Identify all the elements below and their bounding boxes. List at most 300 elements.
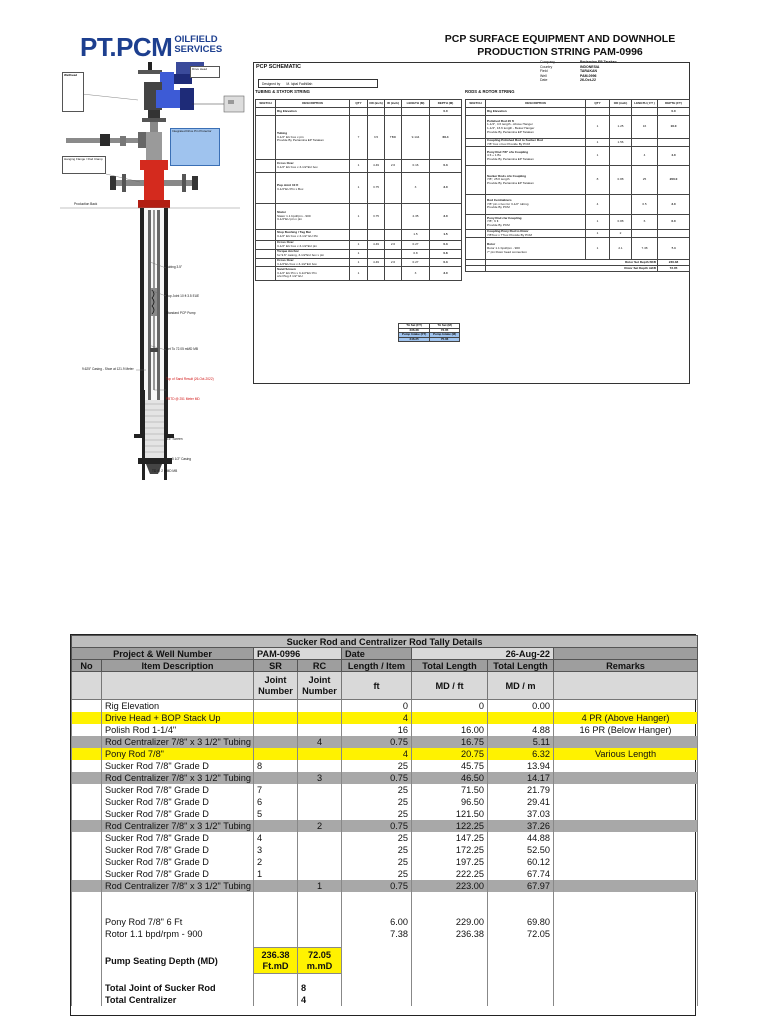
row-md-m: 4.88 <box>488 724 554 736</box>
rods-od: 1.25 <box>610 116 632 139</box>
tubing-depth: 3.0 <box>430 267 462 281</box>
rod-tally-sheet <box>70 634 696 1016</box>
pcp-pump-label: Standard PCP Pump <box>166 311 196 315</box>
cell-line: 3-1/2" EU box x 3-1/2"EU box <box>277 165 318 169</box>
cell-line: 7/8"box x 7"box Provide By PCM <box>487 232 533 237</box>
casing-label: 9.625" Casing - Shoe at 121.9 Meter <box>82 367 134 371</box>
pup-joint-label: Pup Joint 10 ft 3.5 EUE <box>166 294 200 298</box>
tubing-desc <box>276 267 350 281</box>
cell-line: 3-1/2" EU Pin x 3-1/2"EU Pin <box>277 270 317 275</box>
row-desc: Rod Centralizer 7/8" x 3 1/2" Tubing <box>102 880 254 892</box>
row-desc: Sucker Rod 7/8" Grade D <box>102 808 254 820</box>
sub-item <box>102 672 254 700</box>
row-md-ft: 222.25 <box>412 868 488 880</box>
tubing-header-cell: DEPTH (M) <box>430 100 462 108</box>
rod-tally-table <box>71 635 698 1006</box>
tubing-row <box>256 108 462 116</box>
rotor-set-row <box>466 266 690 272</box>
tubing-desc <box>276 173 350 204</box>
tubing-desc <box>276 116 350 160</box>
cell-line: 7/8" pin x box for 3-1/2" tubing <box>487 201 529 206</box>
rods-od <box>610 108 632 116</box>
rods-qty: 1 <box>586 230 610 238</box>
row-rc <box>298 832 342 844</box>
hanging-flange-callout <box>62 156 106 174</box>
row-rc <box>298 808 342 820</box>
logo-sub-line-1: OILFIELD <box>174 34 218 45</box>
tubing-depth: 3.0 <box>430 173 462 204</box>
meta-value: TARAKAN <box>580 69 598 74</box>
pump-seating-label: Pump Seating Depth (MD) <box>102 948 254 974</box>
meta-key: Field <box>540 69 548 74</box>
summary-cell: Pump Intake (M) <box>430 333 460 338</box>
rods-len: 16 <box>632 116 658 139</box>
tally-row <box>72 856 698 868</box>
row-no <box>72 832 102 844</box>
rods-row <box>466 238 690 260</box>
blank-cell <box>554 994 698 1006</box>
tubing-id <box>385 173 402 204</box>
tubing-qty <box>350 230 368 241</box>
cell-line: Stop Bushing / Tag Bar <box>277 230 311 235</box>
row-rc <box>298 700 342 712</box>
cell-line: Sand Screen <box>277 267 296 272</box>
rotor-set-label: Rotor Set Depth ftKB <box>486 260 658 266</box>
blank-cell <box>342 982 412 994</box>
row-md-m: 5.11 <box>488 736 554 748</box>
row-rc: 2 <box>298 820 342 832</box>
row-md-ft: 46.50 <box>412 772 488 784</box>
rods-qty: 1 <box>586 215 610 230</box>
tubing-qty: 1 <box>350 241 368 250</box>
summary-cell: TA Set (FT) <box>399 324 430 329</box>
row-remarks <box>554 700 698 712</box>
row-md-ft: 20.75 <box>412 748 488 760</box>
cell-line: Provide By Pertamina EP Tarakan <box>487 156 534 161</box>
blank-cell <box>412 982 488 994</box>
row-md-m: 6.32 <box>488 748 554 760</box>
row-remarks <box>554 736 698 748</box>
rods-depth: 4.0 <box>658 147 690 166</box>
rods-od <box>610 195 632 215</box>
row-sr: 2 <box>254 856 298 868</box>
row-sr: 1 <box>254 868 298 880</box>
tally-subheader-row <box>72 672 698 700</box>
row-md-m: 69.80 <box>488 916 554 928</box>
cell-line: Rod Centralizers <box>487 198 512 203</box>
sketch-cell <box>466 139 486 147</box>
tubing-header-cell: DESCRIPTION <box>276 100 350 108</box>
tally-blank-row <box>72 908 698 916</box>
cell-line: 7" pin Rotor head connection <box>487 249 527 254</box>
row-len: 16 <box>342 724 412 736</box>
row-desc: Rig Elevation <box>102 700 254 712</box>
row-sr: 8 <box>254 760 298 772</box>
row-md-ft: 223.00 <box>412 880 488 892</box>
tally-row <box>72 820 698 832</box>
blank-cell <box>254 974 298 982</box>
row-rc <box>298 928 342 940</box>
row-no <box>72 724 102 736</box>
row-remarks: 16 PR (Below Hanger) <box>554 724 698 736</box>
meta-key: Company <box>540 60 555 64</box>
blank-cell <box>72 974 102 982</box>
row-md-ft: 122.25 <box>412 820 488 832</box>
rods-len <box>632 139 658 147</box>
tubing-od: 4.49 <box>368 160 385 173</box>
rods-section-title: RODS & ROTOR STRING <box>465 89 515 94</box>
tubing-row <box>256 267 462 281</box>
row-len: 25 <box>342 868 412 880</box>
row-desc: Sucker Rod 7/8" Grade D <box>102 856 254 868</box>
col-total-length: Total Length <box>412 660 488 672</box>
rods-desc <box>486 238 586 260</box>
tubing-len: 3 <box>402 173 430 204</box>
set-to-label: Set To 72.05 mMD MB <box>166 347 199 351</box>
sketch-cell <box>256 230 276 241</box>
tally-row <box>72 796 698 808</box>
row-md-ft: 236.38 <box>412 928 488 940</box>
rods-row <box>466 166 690 195</box>
flowline-icon <box>66 132 146 148</box>
tubing-summary-box <box>398 323 460 342</box>
row-desc: Sucker Rod 7/8" Grade D <box>102 832 254 844</box>
tubing-depth: 66.4 <box>430 116 462 160</box>
tubing-len: 0.8 <box>402 250 430 259</box>
tubing-qty <box>350 108 368 116</box>
row-md-ft: 147.25 <box>412 832 488 844</box>
sketch-cell <box>256 241 276 250</box>
blank-cell <box>412 892 488 900</box>
row-remarks <box>554 832 698 844</box>
row-rc: 3 <box>298 772 342 784</box>
tubing-row <box>256 259 462 267</box>
row-md-m: 67.74 <box>488 868 554 880</box>
tally-row <box>72 844 698 856</box>
tubing-od <box>368 230 385 241</box>
row-sr <box>254 916 298 928</box>
tally-row <box>72 772 698 784</box>
tubing-header-cell: SKETCH <box>256 100 276 108</box>
title-line-1: PCP SURFACE EQUIPMENT AND DOWNHOLE <box>444 33 676 45</box>
rods-od: 0.88 <box>610 166 632 195</box>
sketch-cell <box>256 160 276 173</box>
row-rc <box>298 760 342 772</box>
tally-blank-row <box>72 900 698 908</box>
pump-seating-ft-value: 236.38 <box>261 949 290 960</box>
row-remarks <box>554 772 698 784</box>
title-line-2: PRODUCTION STRING PAM-0996 <box>477 46 643 58</box>
rods-depth <box>658 139 690 147</box>
rods-len: 4 <box>632 147 658 166</box>
row-md-ft <box>412 712 488 724</box>
blank-cell <box>298 900 342 908</box>
summary-cell: 236.38 <box>399 328 430 333</box>
rods-desc <box>486 147 586 166</box>
pump-seating-m-value: 72.05 <box>308 949 331 960</box>
tubing-id <box>385 230 402 241</box>
rods-depth: 200.0 <box>658 166 690 195</box>
rods-qty: 8 <box>586 166 610 195</box>
total-joint-row-label: Total Joint of Sucker Rod <box>102 982 254 994</box>
cell-line: Torque Anchor <box>277 249 299 254</box>
blank-cell <box>342 908 412 916</box>
blank-cell <box>488 948 554 974</box>
rods-header-row <box>466 100 690 108</box>
row-remarks <box>554 784 698 796</box>
cell-line: 3-1/2"EU pin x pin <box>277 217 302 222</box>
tubing-row <box>256 230 462 241</box>
sketch-cell <box>466 266 486 272</box>
cell-line: Cross Over <box>277 161 294 166</box>
cell-line: 7/8" box x box Provide By PCM <box>487 141 531 146</box>
row-no <box>72 880 102 892</box>
sketch-cell <box>466 147 486 166</box>
blank-cell <box>488 982 554 994</box>
row-remarks <box>554 760 698 772</box>
row-desc: Pony Rod 7/8" <box>102 748 254 760</box>
tubing-qty: 1 <box>350 250 368 259</box>
cell-line: Rotor <box>487 242 496 247</box>
tally-row <box>72 712 698 724</box>
sketch-cell <box>256 108 276 116</box>
blank-cell <box>72 892 102 900</box>
row-len: 0 <box>342 700 412 712</box>
wellhead-callout <box>62 72 84 112</box>
tubing-header-cell: QTY <box>350 100 368 108</box>
rods-header-cell: DESCRIPTION <box>486 100 586 108</box>
tally-row <box>72 868 698 880</box>
row-md-ft: 229.00 <box>412 916 488 928</box>
cell-line: 3-1/2" EU box x 3-1/2"EU pin <box>277 244 317 248</box>
tubing-qty: 1 <box>350 259 368 267</box>
rods-len <box>632 108 658 116</box>
tubing-len: 1.5 <box>402 230 430 241</box>
rods-depth: 0.0 <box>658 108 690 116</box>
cell-line: 7/8", 6 ft <box>487 219 499 224</box>
blank-cell <box>102 892 254 900</box>
tubing-stator-table <box>255 99 462 281</box>
tubing-depth: 1.5 <box>430 230 462 241</box>
col-item: Item Description <box>102 660 254 672</box>
row-no <box>72 784 102 796</box>
date-label: Date <box>342 648 412 660</box>
summary-cell: Pump Intake (FT) <box>399 333 430 338</box>
row-md-m: 72.05 <box>488 928 554 940</box>
row-no <box>72 820 102 832</box>
row-len: 25 <box>342 844 412 856</box>
row-no <box>72 796 102 808</box>
tubing-section-title: TUBING & STATOR STRING <box>255 89 310 94</box>
pbtd-label: PBTD @ 251 Meter MD <box>166 397 200 401</box>
row-len: 25 <box>342 760 412 772</box>
tubing-len: 9.144 <box>402 116 430 160</box>
row-sr <box>254 700 298 712</box>
tubing-len <box>402 108 430 116</box>
rods-qty <box>586 108 610 116</box>
blank-cell <box>488 908 554 916</box>
cell-line: Coupling Polished Rod to Sucker Rod <box>487 138 543 142</box>
rods-qty: 1 <box>586 116 610 139</box>
rods-desc <box>486 195 586 215</box>
summary-cell: TA Set (M) <box>430 324 460 329</box>
pcp-schematic <box>253 62 690 384</box>
row-sr: 6 <box>254 796 298 808</box>
tubing-desc <box>276 160 350 173</box>
blank-cell <box>488 892 554 900</box>
cell-line: Stator 1.1 bpd/rpm - 900 <box>277 213 311 218</box>
designed-by-value: M. Iqbal Fadhillah <box>286 81 313 86</box>
pump-seating-m-unit: m.mD <box>306 960 333 971</box>
tubing-header-cell: OD (inch) <box>368 100 385 108</box>
blank-cell <box>102 900 254 908</box>
rods-len: 7.38 <box>632 238 658 260</box>
designed-by-label: Designed by <box>262 81 281 86</box>
blank-cell <box>298 892 342 900</box>
tubing-row <box>256 116 462 160</box>
blank-cell <box>298 940 342 948</box>
tubing-depth: 0.3 <box>430 259 462 267</box>
tubing-qty: 1 <box>350 173 368 204</box>
rods-header-cell: SKETCH <box>466 100 486 108</box>
tubing-qty: 1 <box>350 267 368 281</box>
pump-seating-ft-unit: Ft.mD <box>262 960 289 971</box>
col-rc: RC <box>298 660 342 672</box>
row-len: 4 <box>342 748 412 760</box>
tally-row <box>72 736 698 748</box>
rods-depth: 16.0 <box>658 116 690 139</box>
row-remarks <box>554 916 698 928</box>
row-remarks <box>554 808 698 820</box>
row-sr <box>254 880 298 892</box>
tally-row <box>72 760 698 772</box>
rods-depth <box>658 230 690 238</box>
row-md-m: 0.00 <box>488 700 554 712</box>
rods-row <box>466 147 690 166</box>
meta-key: Date <box>540 78 548 83</box>
screen-top-label: 3.5" Screen <box>166 437 183 441</box>
row-rc <box>298 712 342 724</box>
date-value: 26-Aug-22 <box>412 648 554 660</box>
blank-cell <box>412 900 488 908</box>
tally-row <box>72 724 698 736</box>
blank-cell <box>72 900 102 908</box>
cell-line: Polished Rod 20 ft <box>487 118 514 123</box>
blank-cell <box>554 940 698 948</box>
blank-cell <box>342 994 412 1006</box>
cell-line: 3-1/2" EU box x 3-1/2" EU Pin <box>277 234 319 238</box>
cell-line: for 9.6" casing, 3-1/2"EU box x pin <box>277 253 325 257</box>
rods-row <box>466 116 690 139</box>
blank-cell <box>102 940 254 948</box>
tubing-depth: 0.3 <box>430 241 462 250</box>
row-desc: Sucker Rod 7/8" Grade D <box>102 844 254 856</box>
total-centralizer-row <box>72 994 698 1006</box>
tubing-row <box>256 204 462 230</box>
rods-desc <box>486 108 586 116</box>
rods-len <box>632 230 658 238</box>
row-md-ft: 16.75 <box>412 736 488 748</box>
cell-line: Provide By Pertamina EP Tarakan <box>487 129 534 134</box>
rods-len: 25 <box>632 166 658 195</box>
rods-row <box>466 108 690 116</box>
meta-value: PAM-0996 <box>580 73 597 78</box>
row-len: 0.75 <box>342 880 412 892</box>
rods-desc <box>486 215 586 230</box>
rods-od: 2 <box>610 230 632 238</box>
row-desc: Sucker Rod 7/8" Grade D <box>102 796 254 808</box>
row-md-m: 29.41 <box>488 796 554 808</box>
logo-main-text: PT.PCM <box>80 32 173 62</box>
row-remarks <box>554 820 698 832</box>
row-md-ft: 45.75 <box>412 760 488 772</box>
meta-key: Well <box>540 73 547 78</box>
cell-line: Rig Elevation <box>487 108 507 113</box>
row-no <box>72 712 102 724</box>
tubing-desc <box>276 259 350 267</box>
meta-value: Pertamina EP Tarakan <box>580 60 617 64</box>
row-sr: 3 <box>254 844 298 856</box>
rods-qty: 1 <box>586 147 610 166</box>
rods-od: 1.56 <box>610 139 632 147</box>
row-md-ft: 0 <box>412 700 488 712</box>
blank-cell <box>488 900 554 908</box>
row-sr <box>254 748 298 760</box>
row-md-ft: 96.50 <box>412 796 488 808</box>
col-len-item: Length / Item <box>342 660 412 672</box>
row-rc <box>298 724 342 736</box>
sketch-cell <box>466 230 486 238</box>
row-remarks <box>554 880 698 892</box>
tubing-len: 2.35 <box>402 204 430 230</box>
tubing-od: 3.75 <box>368 173 385 204</box>
tally-blank-row <box>72 974 698 982</box>
tubing-depth: 0.8 <box>430 250 462 259</box>
date-pad <box>554 648 698 660</box>
cell-line: Tubing <box>277 131 288 136</box>
designed-by-row <box>258 79 378 88</box>
meta-key: Country <box>540 64 553 69</box>
blank-cell <box>554 900 698 908</box>
row-no <box>72 844 102 856</box>
tubing-desc <box>276 241 350 250</box>
row-rc <box>298 784 342 796</box>
row-no <box>72 808 102 820</box>
rods-depth: 6.0 <box>658 215 690 230</box>
row-remarks: Various Length <box>554 748 698 760</box>
row-no <box>72 856 102 868</box>
rods-od: 0.88 <box>610 215 632 230</box>
row-desc: Rod Centralizer 7/8" x 3 1/2" Tubing <box>102 736 254 748</box>
row-len: 25 <box>342 808 412 820</box>
rods-header-cell: LENGTH ( FT ) <box>632 100 658 108</box>
row-md-ft: 121.50 <box>412 808 488 820</box>
meta-value: 26-Oct-22 <box>580 78 596 83</box>
sub-md-m: MD / m <box>488 672 554 700</box>
tubing-label: Tubing 3.5" <box>166 265 183 269</box>
logo-sub-line-2: SERVICES <box>174 44 223 55</box>
blank-cell <box>488 940 554 948</box>
row-desc: Drive Head + BOP Stack Up <box>102 712 254 724</box>
col-remarks: Remarks <box>554 660 698 672</box>
row-rc <box>298 856 342 868</box>
row-len: 0.75 <box>342 820 412 832</box>
cell-line: 3-1/2" EU box x pin <box>277 134 304 139</box>
tubing-od <box>368 250 385 259</box>
cell-line: Sucker Rods c/w Coupling <box>487 173 527 178</box>
blank-cell <box>412 940 488 948</box>
tally-row <box>72 784 698 796</box>
